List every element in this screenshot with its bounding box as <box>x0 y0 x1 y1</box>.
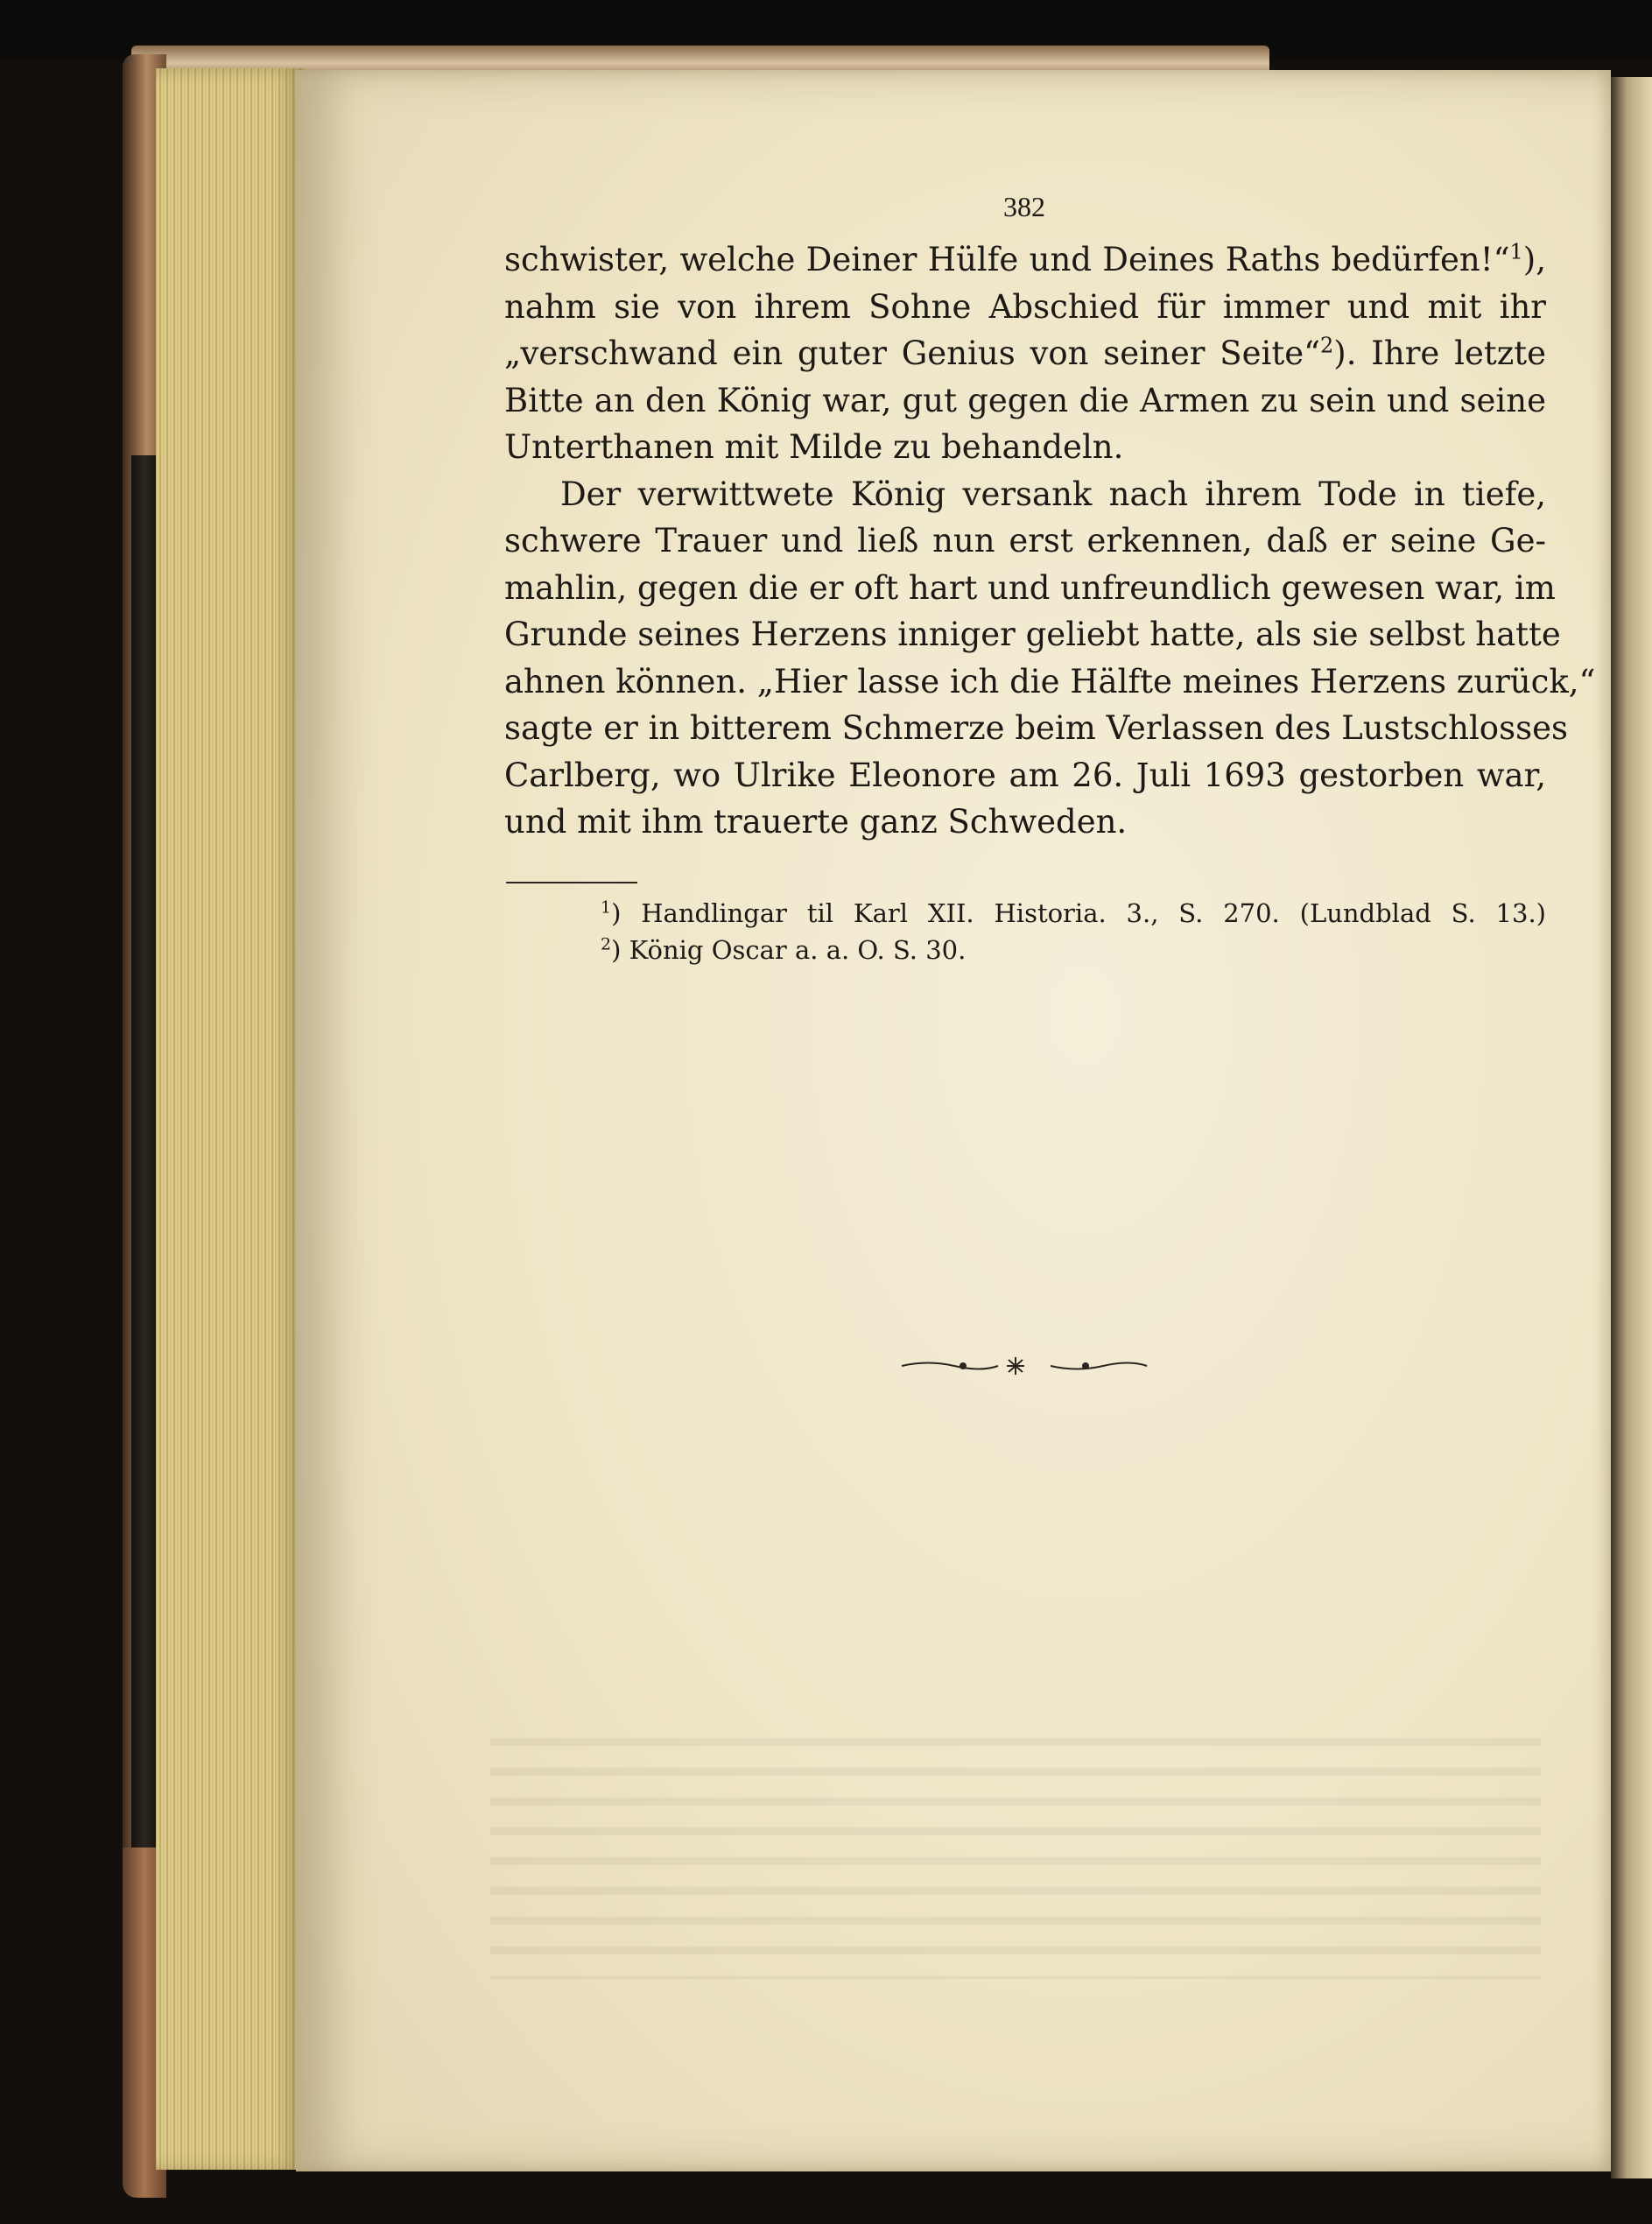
text-line: nahm sie von ihrem Sohne Abschied für immer und mit ihr <box>504 287 1546 326</box>
page-number: 382 <box>1003 191 1045 222</box>
text-line: Carlberg, wo Ulrike Eleonore am 26. Juli 1693 gestorben war, <box>504 756 1546 794</box>
text-line: Unterthanen mit Milde zu behandeln. <box>504 428 1124 466</box>
show-through-text <box>490 1716 1541 1979</box>
text-line: Bitte an den König war, gut gegen die Armen zu sein und seine <box>504 381 1546 419</box>
text-line: „verschwand ein guter Genius von seiner Seite“$^2$). Ihre letzte <box>504 333 1546 372</box>
footnote-rule <box>506 882 637 883</box>
text-line: schwere Trauer und ließ nun erst erkennen, daß er seine Ge- <box>504 522 1546 560</box>
text-line: ahnen können. „Hier lasse ich die Hälfte meines Herzens zurück,“ <box>504 662 1596 700</box>
page-edges <box>156 68 305 2170</box>
footnotes <box>504 895 1546 968</box>
text-line: mahlin, gegen die er oft hart und unfreundlich gewesen war, im <box>504 568 1556 607</box>
ornament-divider-icon <box>893 1353 1156 1379</box>
paragraph-start-line: Der verwittwete König versank nach ihrem Tode in tiefe, <box>560 475 1546 513</box>
footnote: $^1$) Handlingar til Karl XII. Historia. 3., S. 270. (Lundblad S. 13.) <box>601 897 1546 928</box>
body-text <box>504 236 1596 846</box>
text-line: und mit ihm trauerte ganz Schweden. <box>504 803 1128 841</box>
book-cover-dark-band <box>131 455 158 1856</box>
facing-page-edge <box>1611 77 1652 2178</box>
footnote: $^2$) König Oscar a. a. O. S. 30. <box>601 934 967 965</box>
text-line: sagte er in bitterem Schmerze beim Verlassen des Lustschlosses <box>504 709 1568 747</box>
text-line: schwister, welche Deiner Hülfe und Deines Raths bedürfen!“$^1$), <box>504 239 1546 278</box>
text-line: Grunde seines Herzens inniger geliebt hatte, als sie selbst hatte <box>504 616 1561 653</box>
